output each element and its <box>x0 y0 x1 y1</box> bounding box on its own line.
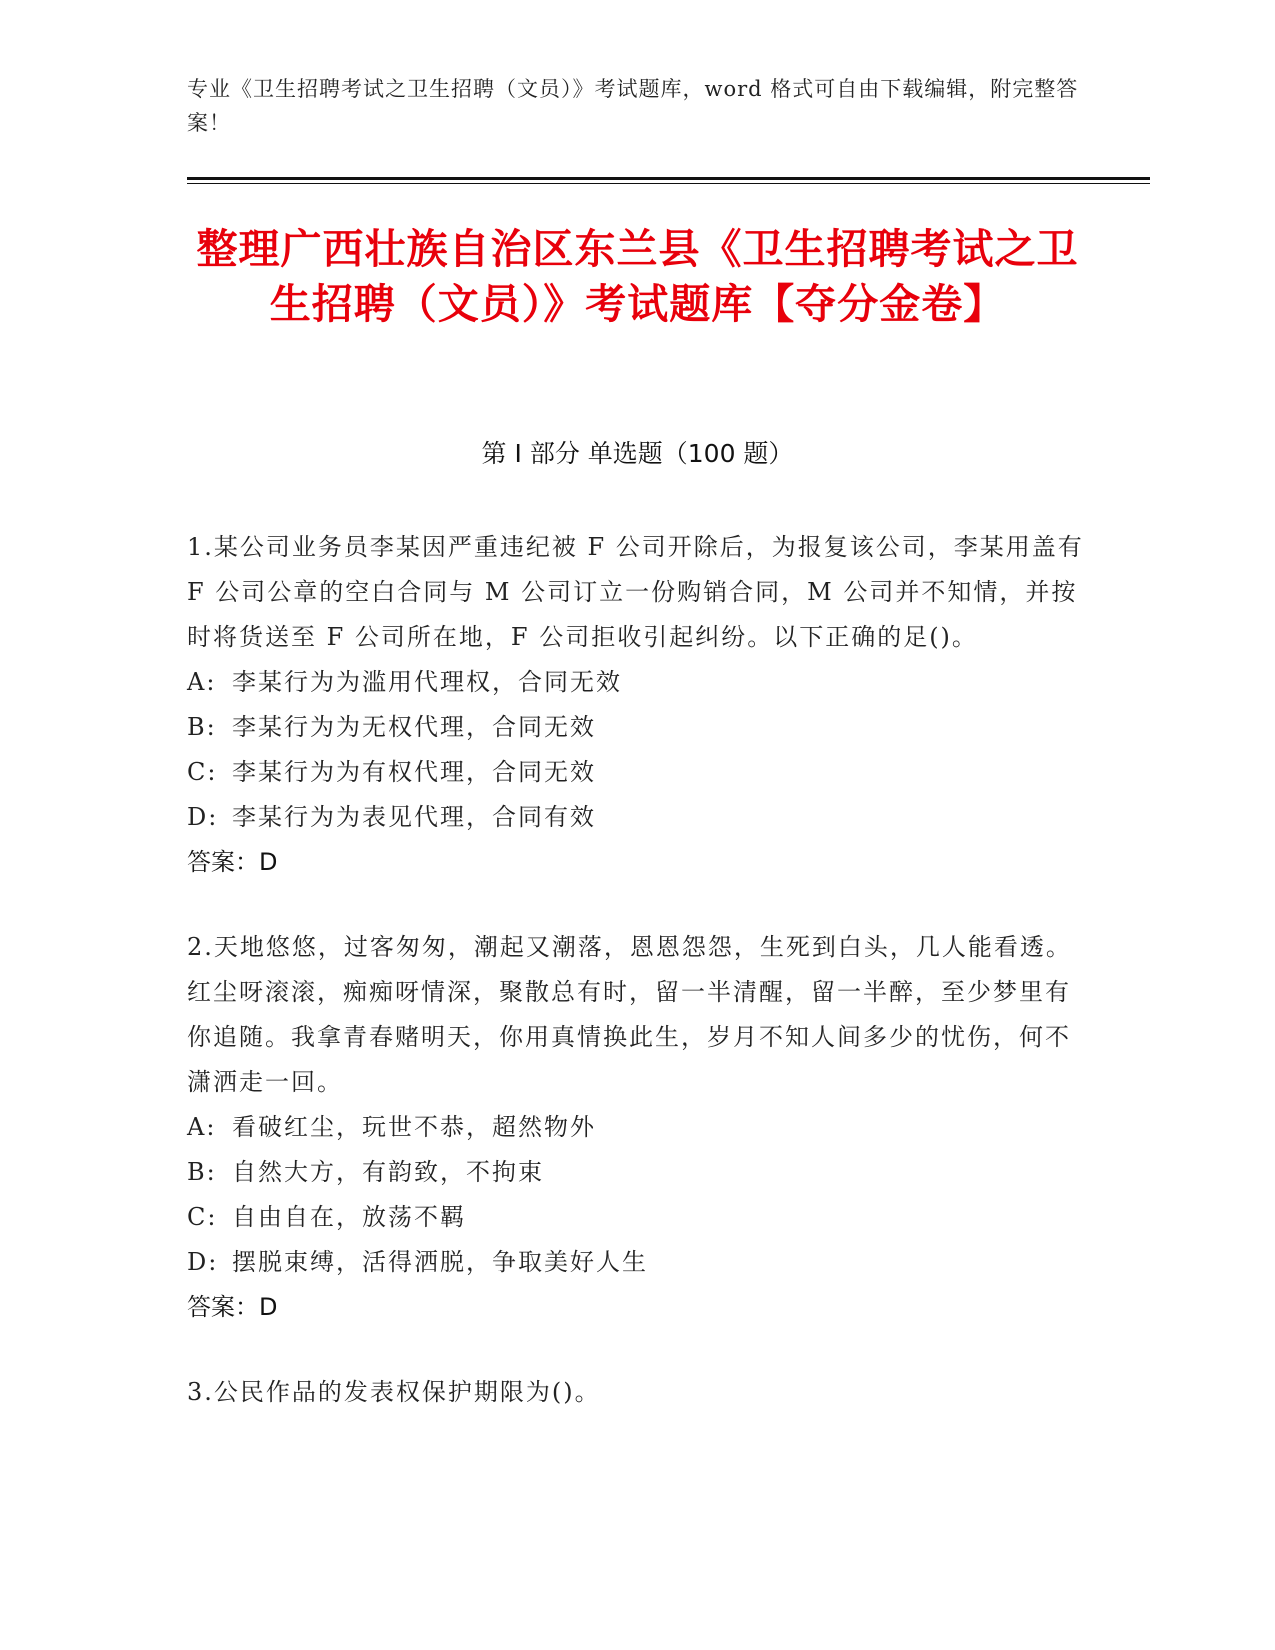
option-letter: D: <box>187 803 219 831</box>
question-stem: 1.某公司业务员李某因严重违纪被 F 公司开除后，为报复该公司，李某用盖有 F 公司公章的空白合同与 M 公司订立一份购销合同，M 公司并不知情，并按时将货送至 F 公司所在地，F 公司拒收引起纠纷。以下正确的足()。 <box>187 533 1084 651</box>
question-stem: 2.天地悠悠，过客匆匆，潮起又潮落，恩恩怨怨，生死到白头，几人能看透。红尘呀滚滚，痴痴呀情深，聚散总有时，留一半清醒，留一半醉，至少梦里有你追随。我拿青春赌明天，你用真情换此生，岁月不知人间多少的忧伤，何不潇洒走一回。 <box>187 933 1072 1096</box>
option-a <box>187 660 1087 705</box>
option-text: 摆脱束缚，活得洒脱，争取美好人生 <box>232 1248 648 1276</box>
option-c <box>187 1195 1087 1240</box>
option-d <box>187 795 1087 840</box>
option-letter: A: <box>187 668 217 696</box>
section-heading: 第 I 部分 单选题（100 题） <box>481 439 794 468</box>
option-letter: C: <box>187 1203 218 1231</box>
header-divider-thin <box>187 183 1150 184</box>
question-3 <box>187 1370 1087 1415</box>
header-divider-thick <box>187 177 1150 180</box>
option-a <box>187 1105 1087 1150</box>
option-b <box>187 1150 1087 1195</box>
option-text: 看破红尘，玩世不恭，超然物外 <box>232 1113 596 1141</box>
option-letter: C: <box>187 758 218 786</box>
option-text: 李某行为为无权代理，合同无效 <box>232 713 596 741</box>
option-letter: A: <box>187 1113 217 1141</box>
option-text: 李某行为为滥用代理权，合同无效 <box>232 668 622 696</box>
option-text: 李某行为为有权代理，合同无效 <box>232 758 596 786</box>
question-stem: 3.公民作品的发表权保护期限为()。 <box>187 1378 601 1406</box>
document-title: 整理广西壮族自治区东兰县《卫生招聘考试之卫生招聘（文员）》考试题库【夺分金卷】 <box>196 225 1079 328</box>
answer-line: 答案：D <box>187 1293 278 1321</box>
question-1 <box>187 525 1087 885</box>
option-d <box>187 1240 1087 1285</box>
option-text: 自由自在，放荡不羁 <box>232 1203 466 1231</box>
answer-line: 答案：D <box>187 848 278 876</box>
option-text: 李某行为为表见代理，合同有效 <box>232 803 596 831</box>
option-letter: B: <box>187 713 217 741</box>
option-letter: B: <box>187 1158 217 1186</box>
option-text: 自然大方，有韵致，不拘束 <box>232 1158 544 1186</box>
option-b <box>187 705 1087 750</box>
header-note: 专业《卫生招聘考试之卫生招聘（文员）》考试题库，word 格式可自由下载编辑，附完整答案！ <box>187 77 1079 135</box>
option-letter: D: <box>187 1248 219 1276</box>
question-list <box>187 525 1087 1455</box>
question-2 <box>187 925 1087 1330</box>
option-c <box>187 750 1087 795</box>
